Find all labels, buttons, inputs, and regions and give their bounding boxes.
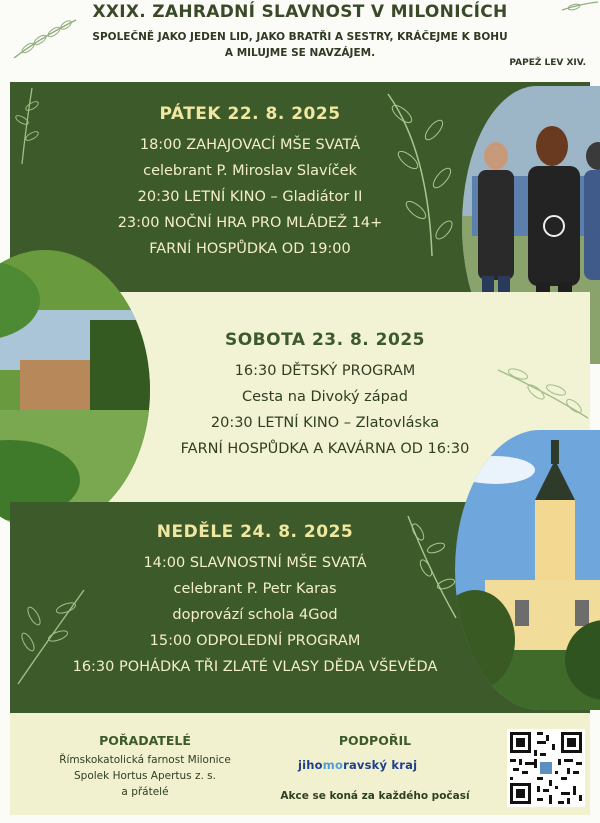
day-title: NEDĚLE 24. 8. 2025 [156,522,354,542]
sunday-program [10,522,500,680]
quote [60,29,540,61]
program-line: celebrant P. Petr Karas [173,581,337,597]
program-line: 20:30 LETNÍ KINO – Gladiátor II [137,189,363,205]
organizer: Římskokatolická farnost Milonice [59,754,231,766]
program-line: 16:30 DĚTSKÝ PROGRAM [234,363,416,379]
organizer: Spolek Hortus Apertus z. s. [74,770,216,782]
quote-line: A MILUJME SE NAVZÁJEM. [224,47,376,59]
program-line: 18:00 ZAHAJOVACÍ MŠE SVATÁ [139,137,361,153]
sponsor-logo-part: ravský kraj [343,758,418,772]
sponsor-logo-part: jiho [298,758,323,772]
program-line: FARNÍ HOSPŮDKA OD 19:00 [149,241,351,257]
program-line: 20:30 LETNÍ KINO – Zlatovláska [210,415,440,431]
saturday-program [120,330,530,462]
sponsor-logo [298,758,417,772]
day-title: SOBOTA 23. 8. 2025 [224,330,425,350]
program-line: FARNÍ HOSPŮDKA A KAVÁRNA OD 16:30 [180,441,470,457]
program-line: doprovází schola 4God [172,607,338,623]
organizer: a přátelé [121,786,169,798]
program-line: 23:00 NOČNÍ HRA PRO MLÁDEŽ 14+ [117,215,383,231]
friday-program [40,104,460,262]
program-line: Cesta na Divoký západ [242,389,408,405]
program-line: 16:30 POHÁDKA TŘI ZLATÉ VLASY DĚDA VŠEVĚDA [72,659,438,675]
quote-author: PAPEŽ LEV XIV. [509,58,586,68]
sponsor-logo-part: mo [322,758,344,772]
leaf-sprig-icon [12,86,42,166]
day-title: PÁTEK 22. 8. 2025 [159,104,341,124]
program-line: celebrant P. Miroslav Slavíček [143,163,357,179]
program-line: 14:00 SLAVNOSTNÍ MŠE SVATÁ [143,555,367,571]
program-line: 15:00 ODPOLEDNÍ PROGRAM [149,633,361,649]
weather-note: Akce se koná za každého počasí [280,790,470,802]
qr-code-icon[interactable] [507,729,585,807]
supported-title: PODPOŘIL [338,733,412,748]
quote-line: SPOLEČNĚ JAKO JEDEN LID, JAKO BRATŘI A SESTRY, KRÁČEJME K BOHU [92,31,508,43]
page-title: XXIX. ZAHRADNÍ SLAVNOST V MILONICÍCH [92,2,508,22]
organizers-list [10,752,280,800]
organizers-title: POŘADATELÉ [99,733,191,748]
